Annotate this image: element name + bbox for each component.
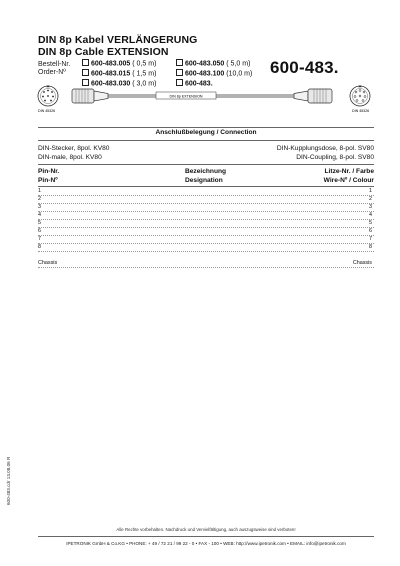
order-number: 600-483.005: [91, 60, 131, 68]
order-number: 600-483.100: [185, 70, 225, 78]
cable-label: DIN 8p EXTENSION: [169, 94, 203, 99]
divider: [38, 164, 374, 165]
title-german: DIN 8p Kabel VERLÄNGERUNG: [38, 34, 198, 46]
pin-number: 1: [38, 188, 41, 194]
order-label-german: Bestell-Nr.: [38, 61, 71, 68]
header-pin-english: Pin-Nº: [38, 177, 58, 184]
checkbox-icon[interactable]: [176, 59, 183, 66]
right-connector-english: DIN-Coupling, 8-pol. SV80: [296, 154, 374, 161]
pin-number: 3: [38, 204, 41, 210]
pin-number: 6: [38, 228, 41, 234]
order-number: 600-483.015: [91, 70, 131, 78]
order-length: (10,0 m): [226, 70, 253, 78]
order-number: 600-483.030: [91, 80, 131, 88]
left-plug-body: [72, 89, 108, 103]
checkbox-icon[interactable]: [82, 69, 89, 76]
wire-number: 1: [369, 188, 372, 194]
divider: [38, 536, 374, 537]
header-wire-german: Litze-Nr. / Farbe: [324, 168, 374, 175]
document-reference: 600-483.cdr 13.08.06 R: [6, 456, 11, 505]
pin-number: 5: [38, 220, 41, 226]
pin-number: 7: [38, 236, 41, 242]
header-description-german: Bezeichnung: [185, 168, 227, 175]
divider: [38, 127, 374, 128]
right-connector-german: DIN-Kupplungsdose, 8-pol. SV80: [276, 145, 374, 152]
wire-number: 8: [369, 244, 372, 250]
wire-number: 2: [369, 196, 372, 202]
wire-number: 5: [369, 220, 372, 226]
chassis-right: Chassis: [352, 260, 372, 266]
chassis-left: Chassis: [38, 260, 58, 266]
left-connector-german: DIN-Stecker, 8pol. KV80: [38, 145, 110, 152]
rights-notice: Alle Rechte vorbehalten. Nachdruck und Vervielfältigung, auch auszugsweise sind verboten!: [116, 527, 296, 532]
right-coupling-body: [294, 89, 332, 103]
company-footer: IPETRONIK GmbH & Co.KG • PHONE: + 49 / 72 21 / 99 22 - 0 • FAX - 100 • WEB: http://www.ipetronik.com • EMAIL: info@ipetronik.com: [66, 541, 346, 546]
din-female-connector-icon: [350, 86, 370, 106]
order-number: 600-483.: [185, 80, 213, 88]
din-male-connector-icon: [38, 86, 58, 106]
checkbox-icon[interactable]: [176, 69, 183, 76]
header-wire-english: Wire-Nº / Colour: [323, 177, 374, 184]
wire-number: 3: [369, 204, 372, 210]
order-option[interactable]: [82, 69, 156, 79]
left-connector-english: DIN-male, 8pol. KV80: [38, 154, 102, 161]
order-length: ( 5,0 m): [226, 60, 251, 68]
connection-title: Anschlußbelegung / Connection: [155, 129, 257, 136]
order-length: ( 0,5 m): [132, 60, 157, 68]
order-label-english: Order-Nº: [38, 69, 66, 76]
article-number: 600-483.: [270, 58, 339, 77]
wire-number: 7: [369, 236, 372, 242]
pin-number: 8: [38, 244, 41, 250]
pin-number: 4: [38, 212, 41, 218]
order-number: 600-483.050: [185, 60, 225, 68]
pin-number: 2: [38, 196, 41, 202]
order-option[interactable]: [176, 69, 252, 79]
divider: [38, 140, 374, 141]
wire-number: 4: [369, 212, 372, 218]
header-pin-german: Pin-Nr.: [38, 168, 60, 175]
checkbox-icon[interactable]: [82, 59, 89, 66]
order-length: ( 3,0 m): [132, 80, 157, 88]
cable-diagram: [36, 80, 374, 118]
table-row: [38, 243, 374, 252]
header-description-english: Designation: [185, 177, 223, 184]
right-connector-label: DIN 45326: [352, 109, 370, 113]
order-option[interactable]: [82, 59, 156, 69]
chassis-row: [38, 259, 374, 268]
order-option[interactable]: [176, 59, 252, 69]
wire-number: 6: [369, 228, 372, 234]
pin-table: [38, 187, 374, 267]
title-english: DIN 8p Cable EXTENSION: [38, 46, 169, 58]
left-connector-label: DIN 45326: [38, 109, 56, 113]
order-length: ( 1,5 m): [132, 70, 157, 78]
